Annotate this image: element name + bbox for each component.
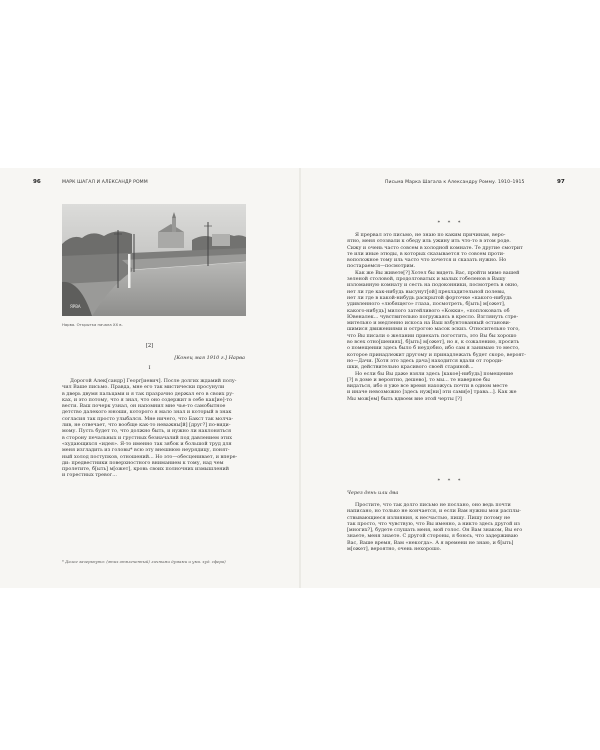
text-line: м[ожет], вероятно, очень нехорошо. bbox=[347, 546, 442, 553]
text-line: удивленного «любящего» глаза, посмотреть, б[ыть] м[ожет], bbox=[347, 301, 506, 308]
text-line: чил Ваше письмо. Правда, мне его так мистически просунули bbox=[62, 384, 225, 391]
text-line: шимися движениями и острогою масок эскиз. Относительно того, bbox=[347, 326, 520, 333]
text-line: которое принадлежит другому и принадлежать будет скоро, вероят- bbox=[347, 351, 526, 358]
photo-caption: Нарва. Открытка начала XX в. bbox=[62, 322, 123, 327]
text-line: Как же Вы живете[?] Хотел бы видеть Вас, пройти мимо вашей bbox=[355, 269, 520, 276]
text-line: шки, действительно красивого своей стариной... bbox=[347, 364, 474, 371]
footnote: * Далее зачеркнуто: (этих отвлеченный) личными думами и ума. худ. сфера) bbox=[62, 559, 226, 564]
text-line: во всех отно[шениях], б[ыть] м[ожет], но я, к сожалению, просить bbox=[347, 339, 520, 346]
right-running-head: Письма Марка Шагала к Александру Ромму. 1910–1915 bbox=[385, 180, 525, 185]
text-line: и горестных тревог... bbox=[62, 472, 117, 479]
photo-image bbox=[62, 204, 246, 316]
text-line: [многих?], будете слушать меня, мой голос. Он Вам знаком, Вы его bbox=[347, 527, 523, 534]
text-line: мительно и медленно искоса на Ваш взбунтованный останови- bbox=[347, 320, 511, 327]
text-line: Вас, Ваше время, Вам «некогда». А я времени не знаю, и б[ыть] bbox=[347, 539, 514, 546]
roman-numeral: I bbox=[148, 365, 151, 371]
text-line: [?] в доме и вероятно, дешево], то мы... те наверное бы bbox=[347, 376, 490, 383]
text-line: ствывающиеся излияния, к несчастью, пишу. Пишу потому не bbox=[347, 514, 511, 521]
text-line: видаться, ибо я уже все время нахожусь почти в одном месте bbox=[347, 383, 508, 390]
text-line: написано, но только не кончается, и если Вам нужны мои расплы- bbox=[347, 508, 521, 515]
text-line: пролетите, б[ыть] м[ожет], кровь своих полночних измышлений bbox=[62, 466, 230, 473]
text-line: Простите, что так долго письмо не послано, оно ведь почти bbox=[355, 502, 511, 508]
text-line: Я прервал это письмо, не знаю по каким причинам, веро- bbox=[355, 232, 506, 238]
text-line: ках, и это потому, что я знал, что оно содержит в себе как[ие]-то bbox=[62, 396, 232, 403]
text-line: знаете, меня знаете. С другой стороны, я боюсь, что задерживаю bbox=[347, 533, 518, 540]
book-spread bbox=[0, 168, 600, 588]
text-line: вести. Ваш почерк узнал, он напомнил мне чье-то самобытное bbox=[62, 403, 226, 410]
text-line: воположное тому иль часто что хочется и сказать нужно. Но bbox=[347, 257, 507, 264]
text-line: нет ли где как-нибудь высунут[ой] прехладительной полевы, bbox=[347, 288, 506, 295]
left-body-text bbox=[62, 378, 246, 479]
text-line: Ювеналек... чувствительно погружаясь в кресло. Взглянуть стре- bbox=[347, 313, 519, 320]
text-line: ятно, меня отозвали к обеду иль ужину ить что-то в этом роде. bbox=[347, 238, 511, 245]
section-break-stars-2: * * * bbox=[437, 478, 464, 484]
left-page bbox=[0, 168, 299, 588]
photo-label: ЯРВА bbox=[70, 304, 81, 309]
text-line: Дорогой Алек[сандр] Георг[иевич]. После долгих ждамий полу- bbox=[70, 378, 237, 384]
photo-narva-postcard bbox=[62, 204, 246, 316]
text-line: согласия так просто улыбался. Мне ничего, что Бакст так молча- bbox=[62, 415, 234, 422]
right-page-number: 97 bbox=[557, 179, 565, 185]
right-body-text-2 bbox=[347, 502, 553, 552]
text-line: ный холод поступков, отношений... Но это—обесценивает, и впере- bbox=[62, 453, 238, 460]
text-line: в сторону печальных и грустных безначалий под давлением этих bbox=[62, 434, 232, 441]
text-line: Но если бы Вы даже взяли здесь [какое]-нибудь] помещение bbox=[355, 370, 514, 377]
text-line: в дверь двумя пальцами и я так празрачно держал его в своих ру- bbox=[62, 390, 234, 397]
text-line: но—Дачи. [Хотя это здесь дача] находится вдали от городи- bbox=[347, 357, 503, 364]
text-line: мому. Пусть будет то, что должно быть, и нужно ли наклоняться bbox=[62, 428, 232, 435]
letter-dateline: [Конец мая 1910 г.] Нарва bbox=[174, 355, 245, 361]
left-running-head: МАРК ШАГАЛ И АЛЕКСАНДР РОММ bbox=[62, 180, 148, 185]
text-line: Сижу и очень часто совсем в холодной комнате. Те другие смотрит bbox=[347, 244, 523, 251]
text-line: «худающихся «идея». Я-то именно так зябок и большой труд для bbox=[62, 440, 232, 447]
text-line: изломанную комнату и сесть на подоконники, посмотреть в окно, bbox=[347, 282, 519, 289]
text-line: и иначе невозможно [здесь нуж[ни] эти сами[е] трава...]. Как же bbox=[347, 389, 517, 396]
italic-subheading: Через день или два bbox=[347, 490, 399, 496]
text-line: постараемся—посмотрим. bbox=[347, 263, 416, 270]
text-line: те или иные этюды, в которых сказывается то совсем проти- bbox=[347, 250, 505, 257]
text-line: зеленой столовой, продолговатых и малых гобеленов в Вашу bbox=[347, 276, 506, 283]
text-line: что Вы писали о желании приехать погостить, это Вы бы хорошо bbox=[347, 332, 517, 339]
text-line: детство далекого юноши, которого я мало знал и который в знак bbox=[62, 409, 232, 416]
text-line: нет ли где в какой-нибудь раскрытой форточке «какого-нибудь bbox=[347, 294, 512, 301]
text-line: Мы мож[ем] быть вдвоем вне этой черты [?] bbox=[347, 395, 462, 402]
section-break-stars: * * * bbox=[437, 220, 464, 226]
text-line: какого-нибудь] милого затейливого «Кокки», «поплоковать об bbox=[347, 307, 510, 314]
text-line: о помещении здесь было б неудобно, ибо сам я занимаю то место, bbox=[347, 345, 520, 352]
text-line: так просто, что чувствую, что Вы именно, а никто здесь другой из bbox=[347, 520, 520, 527]
text-line: лив, не отвечает, что вообще как-то неважны[й] [друг?] по-види- bbox=[62, 422, 231, 429]
text-line: ди: предвестники поверхностного вниманием к тому, над чем bbox=[62, 459, 224, 466]
text-line: меня изгладить из головы* всю эту внешнюю неурядицу, понят- bbox=[62, 447, 230, 454]
right-page bbox=[301, 168, 600, 588]
right-body-text-1 bbox=[347, 232, 553, 402]
left-page-number: 96 bbox=[33, 179, 41, 185]
section-number: [2] bbox=[145, 343, 154, 349]
